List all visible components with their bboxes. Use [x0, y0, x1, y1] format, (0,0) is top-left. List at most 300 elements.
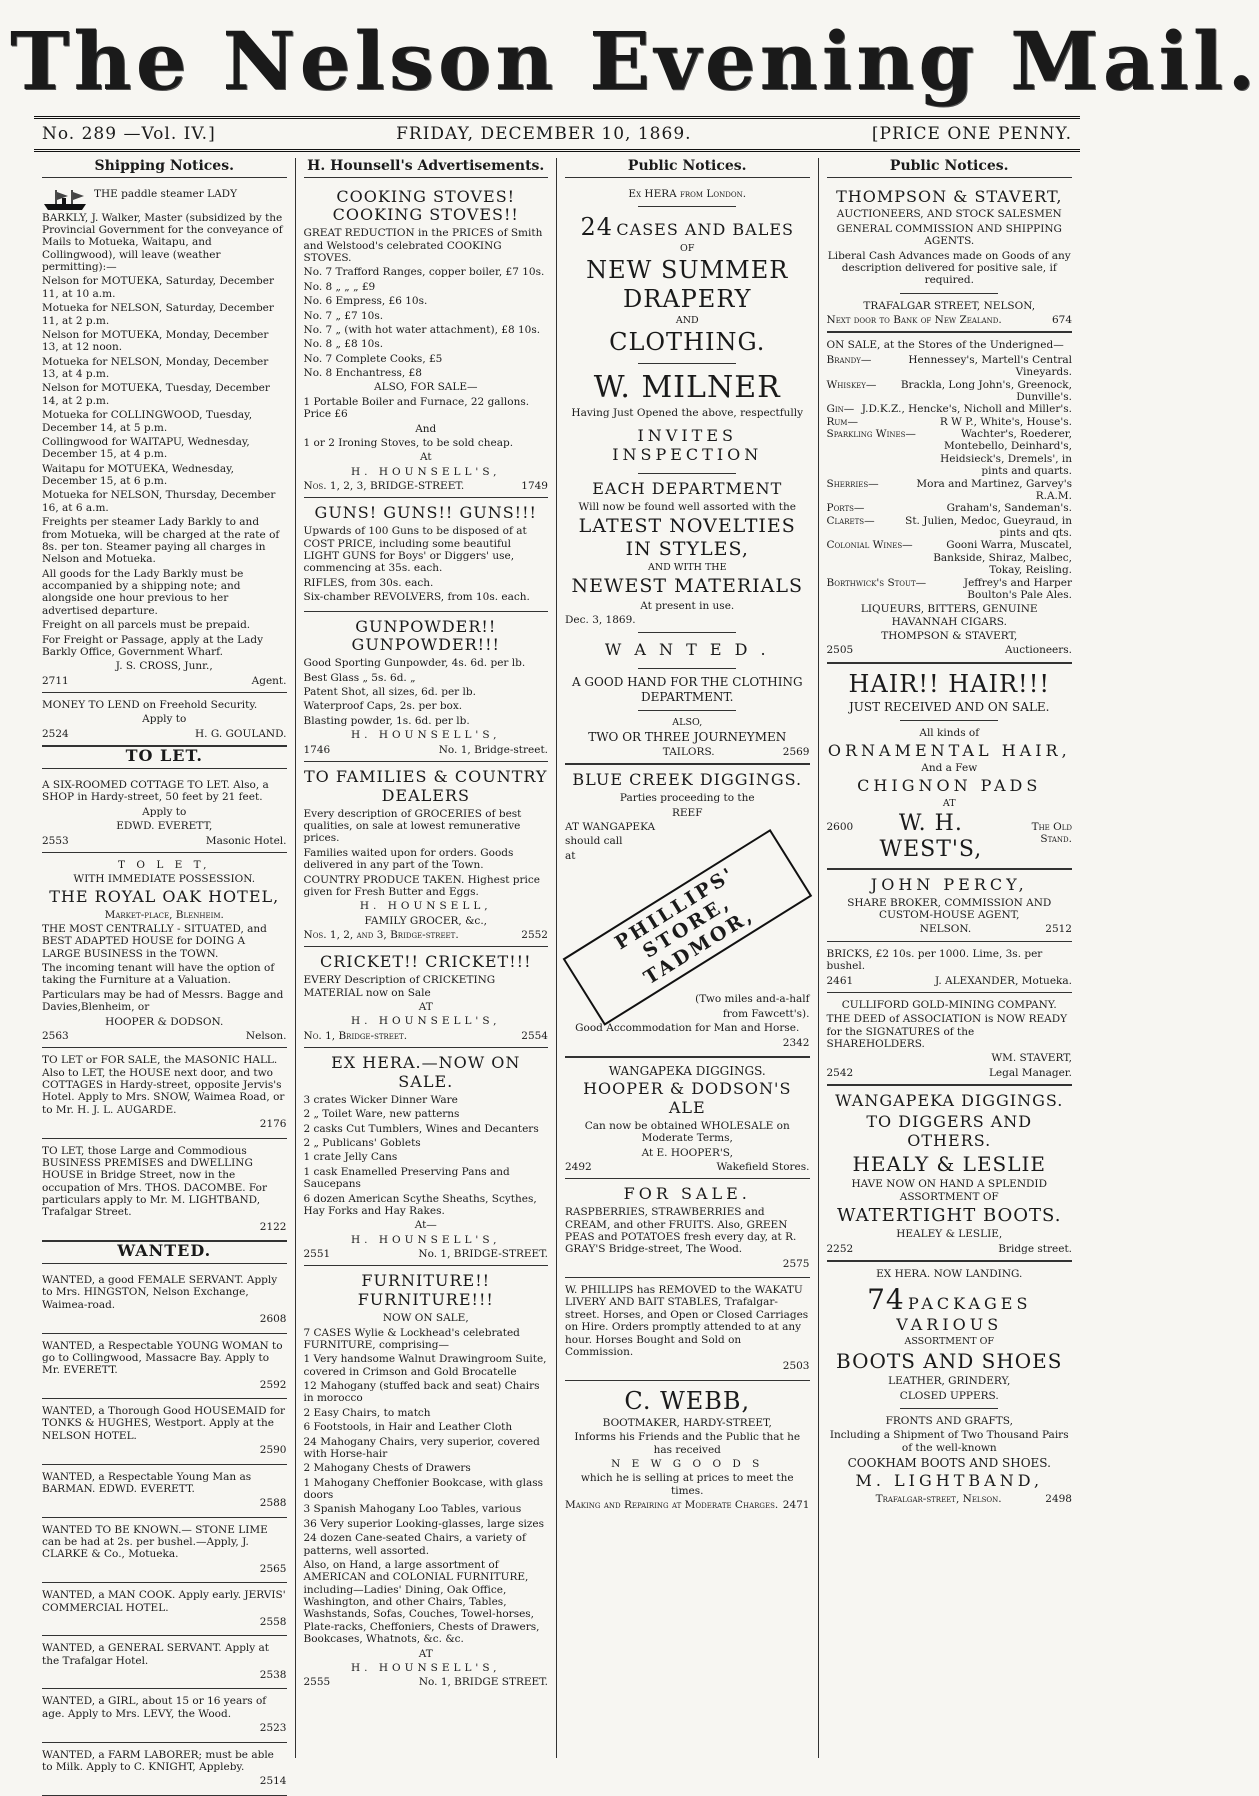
- furniture-ad: [304, 1266, 549, 1693]
- ad-number: 2569: [782, 746, 810, 759]
- shop-name: H. HOUNSELL'S,: [351, 465, 501, 478]
- revolvers-text: Six-chamber REVOLVERS, from 10s. each.: [303, 591, 530, 604]
- invites-label: INVITES INSPECTION: [612, 426, 763, 465]
- boots-label: WATERTIGHT BOOTS.: [837, 1205, 1062, 1227]
- ad-number: 2461: [826, 974, 854, 987]
- also-label: ALSO, FOR SALE—: [374, 381, 478, 394]
- stores-brands: Brackla, Long John's, Greenock, Dunville's.: [900, 378, 1072, 403]
- drapery-label: NEW SUMMER DRAPERY: [586, 256, 789, 313]
- stove-list: [304, 266, 549, 379]
- masonic-ad: [42, 1048, 287, 1138]
- webb-name: C. WEBB,: [624, 1386, 751, 1415]
- furniture-item: 1 Very handsome Walnut Drawingroom Suite, covered in Crimson and Gold Brocatelle: [303, 1353, 547, 1378]
- also-label: ALSO,: [672, 716, 703, 728]
- stores-row: [827, 354, 1073, 379]
- wangapeka-label: AT WANGAPEKA: [565, 821, 656, 834]
- webb-text-3: Making and Repairing at Moderate Charges.: [565, 1499, 779, 1512]
- wanted-label: W A N T E D .: [604, 640, 770, 660]
- of-label: OF: [680, 243, 695, 255]
- stove-item: No. 7 Complete Cooks, £5: [303, 352, 443, 365]
- stores-brands: Hennessey's, Martell's Central Vineyards.: [908, 353, 1072, 379]
- dateline: [34, 116, 1080, 152]
- stove-item: No. 8 „ „ „ £9: [303, 280, 376, 293]
- column-heading: Public Notices.: [827, 158, 1073, 178]
- ironing-text: 1 or 2 Ironing Stoves, to be sold cheap.: [303, 436, 514, 449]
- stoves-text: GREAT REDUCTION in the PRICES of Smith and Welstood's celebrated COOKING STOVES.: [303, 227, 543, 265]
- percy-name: JOHN PERCY,: [870, 874, 1028, 894]
- lightband-text-1: LEATHER, GRINDERY,: [888, 1375, 1011, 1388]
- stores-row: [827, 403, 1073, 415]
- grocer-text-1: Every description of GROCERIES of best qualities, on sale at lowest remunerative prices.: [303, 807, 522, 845]
- thompson-ad: [827, 182, 1073, 334]
- ad-number: 2600: [826, 820, 854, 833]
- steamship-icon: [42, 188, 90, 212]
- blue-creek-ad: [565, 765, 810, 1057]
- premises-ad: [42, 1139, 287, 1243]
- call-label: should call: [565, 835, 623, 848]
- milner-text-1: Having Just Opened the above, respectfully: [571, 406, 804, 419]
- bricks-name: J. ALEXANDER, Motueka.: [934, 974, 1072, 987]
- stores-category: Ports—: [826, 502, 865, 515]
- divider: [638, 363, 736, 364]
- guns-heading: GUNS! GUNS!! GUNS!!!: [314, 503, 537, 523]
- gunpowder-item: Waterproof Caps, 2s. per box.: [303, 700, 463, 713]
- at-label: At: [419, 451, 432, 464]
- stove-item: No. 8 Enchantress, £8: [303, 367, 422, 380]
- hera-list: [304, 1094, 549, 1217]
- healy-text: HAVE NOW ON HAND A SPLENDID ASSORTMENT OF: [851, 1178, 1048, 1203]
- accommodation-text: Good Accommodation for Man and Horse.: [575, 1022, 800, 1035]
- wanted-text: WANTED, a GENERAL SERVANT. Apply at the Trafalgar Hotel.: [42, 1642, 270, 1667]
- ad-number: 2552: [521, 929, 548, 942]
- oak-text-2: The incoming tenant will have the option of taking the Furniture at a Valuation.: [42, 962, 275, 987]
- cottage-text: A SIX-ROOMED COTTAGE TO LET. Also, a SHOP in Hardy-street, 50 feet by 21 feet.: [42, 779, 269, 804]
- webb-role: BOOTMAKER, HARDY-STREET,: [602, 1416, 772, 1429]
- lightband-address: Trafalgar-street, Nelson.: [875, 1493, 1002, 1506]
- price: [PRICE ONE PENNY.: [871, 124, 1072, 144]
- materials-label: NEWEST MATERIALS: [571, 575, 803, 598]
- webb-ad: [565, 1381, 810, 1517]
- with-label: AND WITH THE: [647, 562, 727, 574]
- thompson-text: Liberal Cash Advances made on Goods of any description delivered for positive sale, if required.: [827, 249, 1071, 287]
- schedule-line: Nelson for MOTUEKA, Monday, December 13, at 12 noon.: [42, 328, 269, 354]
- ad-number: 2590: [259, 1444, 287, 1457]
- ad-number: 2514: [259, 1775, 287, 1788]
- ad-number: 2555: [303, 1676, 331, 1689]
- furniture-item: 2 Mahogany Chests of Drawers: [303, 1462, 471, 1475]
- lightband-ad: [827, 1262, 1073, 1510]
- milner-text-8: At present in use.: [640, 599, 735, 612]
- bricks-ad: [827, 942, 1073, 993]
- money-agent: H. G. GOULAND.: [195, 727, 287, 740]
- schedule-line: Motueka for NELSON, Monday, December 13, at 4 p.m.: [42, 355, 269, 381]
- agent-role: Agent.: [251, 674, 287, 687]
- newspaper-page: [10, 6, 1259, 1788]
- divider: [638, 206, 736, 207]
- wanted-ad: [42, 1268, 287, 1334]
- stores-category: Gin—: [826, 403, 855, 416]
- gunpowder-heading: GUNPOWDER!! GUNPOWDER!!!: [351, 616, 500, 655]
- hera-item: 3 crates Wicker Dinner Ware: [303, 1093, 458, 1106]
- wanted-text: WANTED, a MAN COOK. Apply early. JERVIS' COMMERCIAL HOTEL.: [42, 1589, 286, 1614]
- hera-ad: [304, 1048, 549, 1266]
- packages-label: PACKAGES VARIOUS: [896, 1293, 1032, 1334]
- stores-row: [827, 416, 1073, 428]
- ad-number: 2512: [1045, 923, 1072, 936]
- ad-number: 2575: [782, 1257, 810, 1270]
- percy-ad: [827, 870, 1073, 942]
- masthead: [10, 6, 1259, 116]
- stores-category: Rum—: [826, 415, 858, 428]
- milner-name: W. MILNER: [593, 369, 781, 405]
- wanted-heading: WANTED.: [42, 1242, 287, 1264]
- hair-text-4: And a Few: [921, 762, 978, 775]
- ad-number: 2538: [259, 1669, 287, 1682]
- milner-ad: [565, 182, 810, 766]
- wanted-ad: [42, 1399, 287, 1465]
- prepaid-text: Freight on all parcels must be prepaid.: [42, 619, 251, 632]
- wanted-text: WANTED, a GIRL, about 15 or 16 years of age. Apply to Mrs. LEVY, the Wood.: [42, 1695, 267, 1720]
- stoves-ad: [304, 182, 549, 499]
- stove-item: No. 7 „ £7 10s.: [303, 309, 384, 322]
- shop-name: H. HOUNSELL'S,: [351, 729, 501, 742]
- hera-item: 6 dozen American Scythe Sheaths, Scythes, Hay Forks and Hay Rakes.: [303, 1192, 537, 1217]
- issue-number: No. 289 —Vol. IV.]: [42, 124, 216, 144]
- hera-item: 1 crate Jelly Cans: [303, 1151, 398, 1164]
- guns-ad: [304, 498, 549, 611]
- stores-category: Brandy—: [826, 353, 872, 366]
- money-ad: [42, 693, 287, 747]
- column-4: [819, 158, 1081, 1758]
- ad-number: 2176: [259, 1118, 287, 1131]
- healy-heading-2: TO DIGGERS AND OTHERS.: [866, 1112, 1033, 1150]
- milner-date: Dec. 3, 1869.: [565, 614, 636, 627]
- fruit-text: RASPBERRIES, STRAWBERRIES and CREAM, and other FRUITS. Also, GREEN PEAS and POTATOES fresh every day, at R. GRAY'S Bridge-street, The Wood.: [565, 1206, 797, 1256]
- stores-brands: R W P., White's, House's.: [939, 415, 1072, 428]
- phillips-store-stamp: PHILLIPS' STORE, TADMOR,: [563, 829, 812, 1026]
- ad-number: 2342: [782, 1036, 810, 1049]
- stores-brands: St. Julien, Medoc, Gueyraud, in pints and qts.: [905, 514, 1072, 540]
- stove-item: No. 8 „ £8 10s.: [303, 338, 384, 351]
- boots-shoes-label: BOOTS AND SHOES: [836, 1348, 1063, 1373]
- schedule-line: Motueka for NELSON, Thursday, December 16, at 6 a.m.: [42, 489, 276, 514]
- culliford-heading: CULLIFORD GOLD-MINING COMPANY.: [841, 998, 1057, 1011]
- steamer-notice: [42, 182, 287, 694]
- stores-brands: Gooni Warra, Muscatel, Bankside, Shiraz, Malbec, Tokay, Reisling.: [933, 539, 1072, 577]
- furniture-item: 24 Mahogany Chairs, very superior, covered with Horse-hair: [303, 1435, 540, 1460]
- hera-item: 2 casks Cut Tumblers, Wines and Decanters: [303, 1122, 539, 1135]
- hera-item: 2 „ Toilet Ware, new patterns: [303, 1108, 460, 1121]
- ad-number: 2498: [1045, 1493, 1072, 1506]
- divider: [638, 632, 736, 633]
- shop-name: H. HOUNSELL'S,: [351, 1661, 501, 1674]
- webb-text-2: which he is selling at prices to meet the times.: [580, 1472, 794, 1497]
- webb-text-1: Informs his Friends and the Public that he has received: [574, 1431, 801, 1456]
- creek-heading: BLUE CREEK DIGGINGS.: [572, 770, 803, 790]
- ad-number: 2523: [259, 1722, 287, 1735]
- oak-text-1: THE MOST CENTRALLY - SITUATED, and BEST ADAPTED HOUSE for DOING A LARGE BUSINESS in the TOWN.: [42, 922, 267, 960]
- agent-name: J. S. CROSS, Junr.,: [115, 660, 213, 673]
- ad-number: 2563: [42, 1029, 69, 1042]
- west-name: W. H. WEST'S,: [879, 810, 983, 862]
- phillips-text: W. PHILLIPS has REMOVED to the WAKATU LIVERY AND BAIT STABLES, Trafalgar-street. Horses, and Open or Closed Carriages on Hire. Orders promptly attended to at any hour. Horses Bought and Sold on Commission.: [565, 1284, 809, 1358]
- to-let-heading: TO LET.: [42, 747, 287, 769]
- ad-number: 2711: [42, 674, 69, 687]
- stores-brands: Wachter's, Roederer, Montebello, Deinhard's, Heidsieck's, Dremels', in pints and quarts.: [940, 428, 1072, 478]
- shop-name: H. HOUNSELL,: [359, 900, 492, 913]
- lightband-text-3: FRONTS AND GRAFTS,: [885, 1415, 1013, 1427]
- cases-label: CASES AND BALES: [616, 219, 794, 239]
- hooper-ad: [565, 1058, 810, 1179]
- stores-brands: Graham's, Sandeman's.: [946, 502, 1072, 515]
- on-sale-label: NOW ON SALE,: [382, 1312, 469, 1325]
- ad-number: 2554: [521, 1029, 548, 1042]
- wanted-text: WANTED, a FARM LABORER; must be able to Milk. Apply to C. KNIGHT, Appleby.: [42, 1748, 274, 1773]
- column-heading: Shipping Notices.: [42, 158, 287, 178]
- hera-item: 2 „ Publicans' Goblets: [303, 1137, 421, 1150]
- wanted-ad: [42, 1636, 287, 1689]
- schedule-line: Nelson for MOTUEKA, Tuesday, December 14, at 2 p.m.: [42, 382, 270, 407]
- novelties-label: LATEST NOVELTIES IN STYLES,: [578, 515, 796, 560]
- hair-text-1: JUST RECEIVED AND ON SALE.: [849, 700, 1050, 715]
- assortment-label: ASSORTMENT OF: [904, 1336, 995, 1348]
- case-count: 24: [580, 212, 614, 241]
- culliford-ad: [827, 993, 1073, 1086]
- ad-number: 2505: [826, 644, 854, 657]
- ale-label: HOOPER & DODSON'S ALE: [583, 1079, 792, 1117]
- culliford-name: WM. STAVERT,: [991, 1052, 1072, 1065]
- ad-number: 2551: [303, 1248, 331, 1261]
- schedule-line: Collingwood for WAITAPU, Wednesday, December 15, at 4 p.m.: [42, 435, 250, 461]
- gunpowder-list: [304, 657, 549, 727]
- hair-ad: [827, 664, 1073, 870]
- hair-heading: HAIR!! HAIR!!!: [848, 669, 1050, 698]
- apply-label: Apply to: [142, 713, 187, 726]
- wanted-ad: [42, 1583, 287, 1636]
- stoves-heading: COOKING STOVES! COOKING STOVES!!: [332, 186, 519, 225]
- stores-row: [827, 502, 1073, 514]
- column-heading: Public Notices.: [565, 158, 810, 178]
- ad-number: 1746: [303, 743, 331, 756]
- tailors-label: TAILORS.: [662, 746, 715, 759]
- ad-number: 2565: [259, 1562, 287, 1575]
- thompson-address-2: Next door to Bank of New Zealand.: [826, 314, 1002, 327]
- cottage-agent: EDWD. EVERETT,: [116, 820, 213, 833]
- liqueurs-text: LIQUEURS, BITTERS, GENUINE HAVANNAH CIGARS.: [860, 603, 1038, 628]
- at-label: AT: [942, 797, 956, 809]
- ad-number: 2524: [42, 727, 69, 740]
- cottage-place: Masonic Hotel.: [205, 834, 287, 847]
- gunpowder-item: Best Glass „ 5s. 6d. „: [303, 671, 416, 684]
- oak-text-3: Particulars may be had of Messrs. Bagge and Davies,Blenheim, or: [42, 988, 284, 1014]
- stores-brands: Jeffrey's and Harper Boulton's Pale Ales.: [963, 576, 1072, 601]
- journeymen-text: TWO OR THREE JOURNEYMEN: [588, 729, 787, 744]
- wanted-ad: [42, 1334, 287, 1400]
- cricket-heading: CRICKET!! CRICKET!!!: [319, 952, 532, 972]
- thompson-address: TRAFALGAR STREET, NELSON,: [863, 299, 1036, 312]
- wanted-ad: [42, 1689, 287, 1742]
- lightband-text-2: CLOSED UPPERS.: [899, 1389, 999, 1402]
- ex-hera-label: Ex HERA from London.: [628, 187, 747, 200]
- apply-label: Apply to: [142, 805, 187, 818]
- grocer-text-3: COUNTRY PRODUCE TAKEN. Highest price given for Fresh Butter and Eggs.: [303, 873, 540, 898]
- stove-item: No. 6 Empress, £6 10s.: [303, 295, 428, 308]
- healy-heading: WANGAPEKA DIGGINGS.: [835, 1091, 1064, 1111]
- shop-address: Nos. 1, 2, 3, BRIDGE-STREET.: [303, 480, 465, 493]
- lightband-heading: EX HERA. NOW LANDING.: [876, 1268, 1023, 1281]
- stores-category: Whiskey—: [826, 378, 877, 391]
- cricket-text: EVERY Description of CRICKETING MATERIAL now on Sale: [303, 974, 496, 999]
- stores-category: Sparkling Wines—: [826, 428, 916, 441]
- shop-address: Nos. 1, 2, and 3, Bridge-street.: [303, 929, 459, 942]
- shop-address: No. 1, Bridge-street.: [303, 1029, 408, 1042]
- wanted-ad: [42, 1743, 287, 1796]
- shop-address: No. 1, Bridge-street.: [438, 743, 548, 756]
- grocer-text-2: Families waited upon for orders. Goods delivered in any part of the Town.: [303, 846, 514, 872]
- wanted-text: WANTED TO BE KNOWN.— STONE LIME can be had at 2s. per bushel.—Apply, J. CLARKE & Co., Motueka.: [42, 1523, 268, 1561]
- wanted-list: [42, 1268, 287, 1796]
- furniture-list: [304, 1353, 549, 1557]
- column-3: [557, 158, 819, 1758]
- culliford-text: THE DEED of ASSOCIATION is NOW READY for the SIGNATURES of the SHAREHOLDERS.: [826, 1013, 1068, 1051]
- stores-category: Colonial Wines—: [826, 539, 913, 552]
- stores-name: THOMPSON & STAVERT,: [881, 630, 1018, 643]
- stores-brands: Mora and Martinez, Garvey's R.A.M.: [916, 477, 1072, 502]
- thompson-role-2: GENERAL COMMISSION AND SHIPPING AGENTS.: [836, 222, 1062, 248]
- at-label: at: [565, 849, 576, 862]
- divider: [638, 668, 736, 669]
- healy-signature: HEALEY & LESLIE,: [896, 1228, 1003, 1241]
- hotel-location: Market-place, Blenheim.: [104, 908, 224, 921]
- stores-role: Auctioneers.: [1004, 644, 1072, 657]
- stores-row: [827, 577, 1073, 602]
- shop-name: H. HOUNSELL'S,: [351, 1015, 501, 1028]
- creek-text: Parties proceeding to the: [619, 792, 755, 805]
- schedule-line: Motueka for COLLINGWOOD, Tuesday, December 14, at 5 p.m.: [42, 409, 253, 434]
- chignon-label: CHIGNON PADS: [857, 775, 1042, 795]
- west-place: The Old Stand.: [1031, 820, 1072, 846]
- rifles-text: RIFLES, from 30s. each.: [303, 576, 434, 589]
- stores-brands: J.D.K.Z., Hencke's, Nicholl and Miller's.: [861, 403, 1072, 416]
- column-1: [34, 158, 296, 1788]
- newspaper-title: The Nelson Evening Mail.: [10, 14, 1259, 108]
- stores-row: [827, 515, 1073, 540]
- furniture-item: 6 Footstools, in Hair and Leather Cloth: [303, 1421, 513, 1434]
- divider: [900, 1408, 998, 1409]
- lightband-text-4: Including a Shipment of Two Thousand Pairs of the well-known: [829, 1429, 1069, 1454]
- column-heading: H. Hounsell's Advertisements.: [304, 158, 549, 178]
- new-goods-label: N E W G O O D S: [611, 1458, 764, 1471]
- ad-number: 2542: [826, 1066, 854, 1079]
- cottage-ad: [42, 773, 287, 853]
- ad-number: 674: [1051, 314, 1072, 327]
- gunpowder-item: Good Sporting Gunpowder, 4s. 6d. per lb.: [303, 657, 526, 670]
- schedule-line: Waitapu for MOTUEKA, Wednesday, December 15, at 6 p.m.: [42, 462, 235, 488]
- stores-row: [827, 478, 1073, 503]
- issue-date: FRIDAY, DECEMBER 10, 1869.: [396, 124, 692, 144]
- shop-address: No. 1, BRIDGE-STREET.: [418, 1248, 548, 1261]
- wanted-text: WANTED, a Respectable Young Man as BARMAN. EDWD. EVERETT.: [42, 1470, 252, 1495]
- furniture-also: Also, on Hand, a large assortment of AMERICAN and COLONIAL FURNITURE, including—Ladies' Dining, Oak Office, Washington, and other Chairs, Tables, Washstands, Sofas, Couches, Towel-horses, Plate-racks, Cheffoniers, Chests of Drawers, Bookcases, Whatnots, &c. &c.: [303, 1558, 540, 1646]
- at-label: AT: [418, 1001, 433, 1014]
- columns: [34, 158, 1080, 1788]
- ad-number: 2553: [42, 834, 69, 847]
- for-sale-heading: FOR SALE.: [623, 1184, 751, 1204]
- furniture-item: 2 Easy Chairs, to match: [303, 1406, 431, 1419]
- stores-ad: [827, 333, 1073, 663]
- premises-text: TO LET, those Large and Commodious BUSINESS PREMISES and DWELLING HOUSE in Bridge Street, now in the occupation of Mrs. THOS. DACOMBE. For particulars apply to Mr. M. LIGHTBAND, Trafalgar Street.: [42, 1144, 267, 1219]
- package-count: 74: [867, 1282, 905, 1316]
- wanted-ad: [42, 1465, 287, 1518]
- healy-name: HEALY & LESLIE: [852, 1151, 1047, 1176]
- hooper-at: At E. HOOPER'S,: [641, 1146, 733, 1159]
- thompson-name: THOMPSON & STAVERT,: [836, 186, 1063, 206]
- ad-number: 2122: [259, 1220, 287, 1233]
- ad-number: 1749: [521, 480, 548, 493]
- ad-number: 2588: [259, 1497, 287, 1510]
- furniture-item: 36 Very superior Looking-glasses, large sizes: [303, 1517, 545, 1530]
- hooper-place: Wakefield Stores.: [716, 1160, 810, 1173]
- shop-address: No. 1, BRIDGE STREET.: [418, 1676, 548, 1689]
- money-text: MONEY TO LEND on Freehold Security.: [42, 699, 258, 712]
- stores-heading: ON SALE, at the Stores of the Underigned—: [826, 339, 1064, 352]
- and-label: And: [415, 422, 437, 435]
- and-label: AND: [675, 315, 699, 327]
- percy-place: NELSON.: [919, 923, 972, 936]
- masonic-text: TO LET or FOR SALE, the MASONIC HALL. Also to LET, the HOUSE next door, and two COTTAGES in Hardy-street, opposite Jervis's Hotel. Apply to Mrs. SNOW, Waimea Road, or to Mr. H. J. L. AUGARDE.: [42, 1054, 285, 1116]
- furniture-heading: FURNITURE!! FURNITURE!!!: [357, 1271, 494, 1310]
- grocer-heading: TO FAMILIES & COUNTRY DEALERS: [304, 766, 548, 805]
- divider: [638, 473, 736, 474]
- shop-role: FAMILY GROCER, &c.,: [364, 914, 487, 927]
- fawcett-text: from Fawcett's).: [722, 1007, 810, 1020]
- ad-number: 2608: [259, 1313, 287, 1326]
- ad-number: 2471: [782, 1499, 810, 1512]
- grocer-ad: [304, 762, 549, 948]
- stores-list: [827, 354, 1073, 602]
- wanted-text: WANTED, a good FEMALE SERVANT. Apply to Mrs. HINGSTON, Nelson Exchange, Waimea-road.: [42, 1274, 278, 1311]
- sailing-schedule: [42, 275, 287, 514]
- bricks-text: BRICKS, £2 10s. per 1000. Lime, 3s. per bushel.: [826, 947, 1043, 973]
- good-hand-text: A GOOD HAND FOR THE CLOTHING DEPARTMENT.: [571, 675, 803, 704]
- goods-text: All goods for the Lady Barkly must be accompanied by a shipping note; and alongside one hour previous to her advertised departure.: [42, 567, 244, 617]
- divider: [900, 720, 998, 721]
- hera-heading: EX HERA.—NOW ON SALE.: [331, 1053, 521, 1092]
- shop-name: H. HOUNSELL'S,: [351, 1233, 501, 1246]
- hotel-name: THE ROYAL OAK HOTEL,: [49, 886, 280, 906]
- schedule-line: Nelson for MOTUEKA, Saturday, December 11, at 10 a.m.: [42, 275, 274, 300]
- ad-number: 2558: [259, 1615, 287, 1628]
- stores-category: Sherries—: [826, 477, 879, 490]
- oak-place: Nelson.: [245, 1029, 287, 1042]
- gunpowder-ad: [304, 612, 549, 762]
- diggings-heading: WANGAPEKA DIGGINGS.: [608, 1063, 766, 1078]
- wanted-text: WANTED, a Respectable YOUNG WOMAN to go to Collingwood, Massacre Bay. Apply to Mr. EVERETT.: [42, 1339, 283, 1377]
- gunpowder-item: Blasting powder, 1s. 6d. per lb.: [303, 714, 470, 727]
- possession-text: WITH IMMEDIATE POSSESSION.: [73, 873, 256, 886]
- wanted-ad: [42, 1518, 287, 1584]
- gunpowder-item: Patent Shot, all sizes, 6d. per lb.: [303, 686, 476, 699]
- at-label: At—: [414, 1219, 437, 1232]
- furniture-item: 3 Spanish Mahogany Loo Tables, various: [303, 1503, 522, 1516]
- miles-text: (Two miles and-a-half: [695, 993, 810, 1006]
- freight-text: Freights per steamer Lady Barkly to and from Motueka, will be charged at the rate of 8s. per ton. Steamer paying all charges in Nelson and Motueka.: [42, 516, 280, 566]
- stores-category: Clarets—: [826, 514, 875, 527]
- clothing-label: CLOTHING.: [609, 328, 766, 357]
- furniture-item: 1 Mahogany Cheffonier Bookcase, with glass doors: [303, 1476, 544, 1502]
- percy-role: SHARE BROKER, COMMISSION AND CUSTOM-HOUSE AGENT,: [847, 896, 1052, 922]
- ad-number: 2252: [826, 1242, 854, 1255]
